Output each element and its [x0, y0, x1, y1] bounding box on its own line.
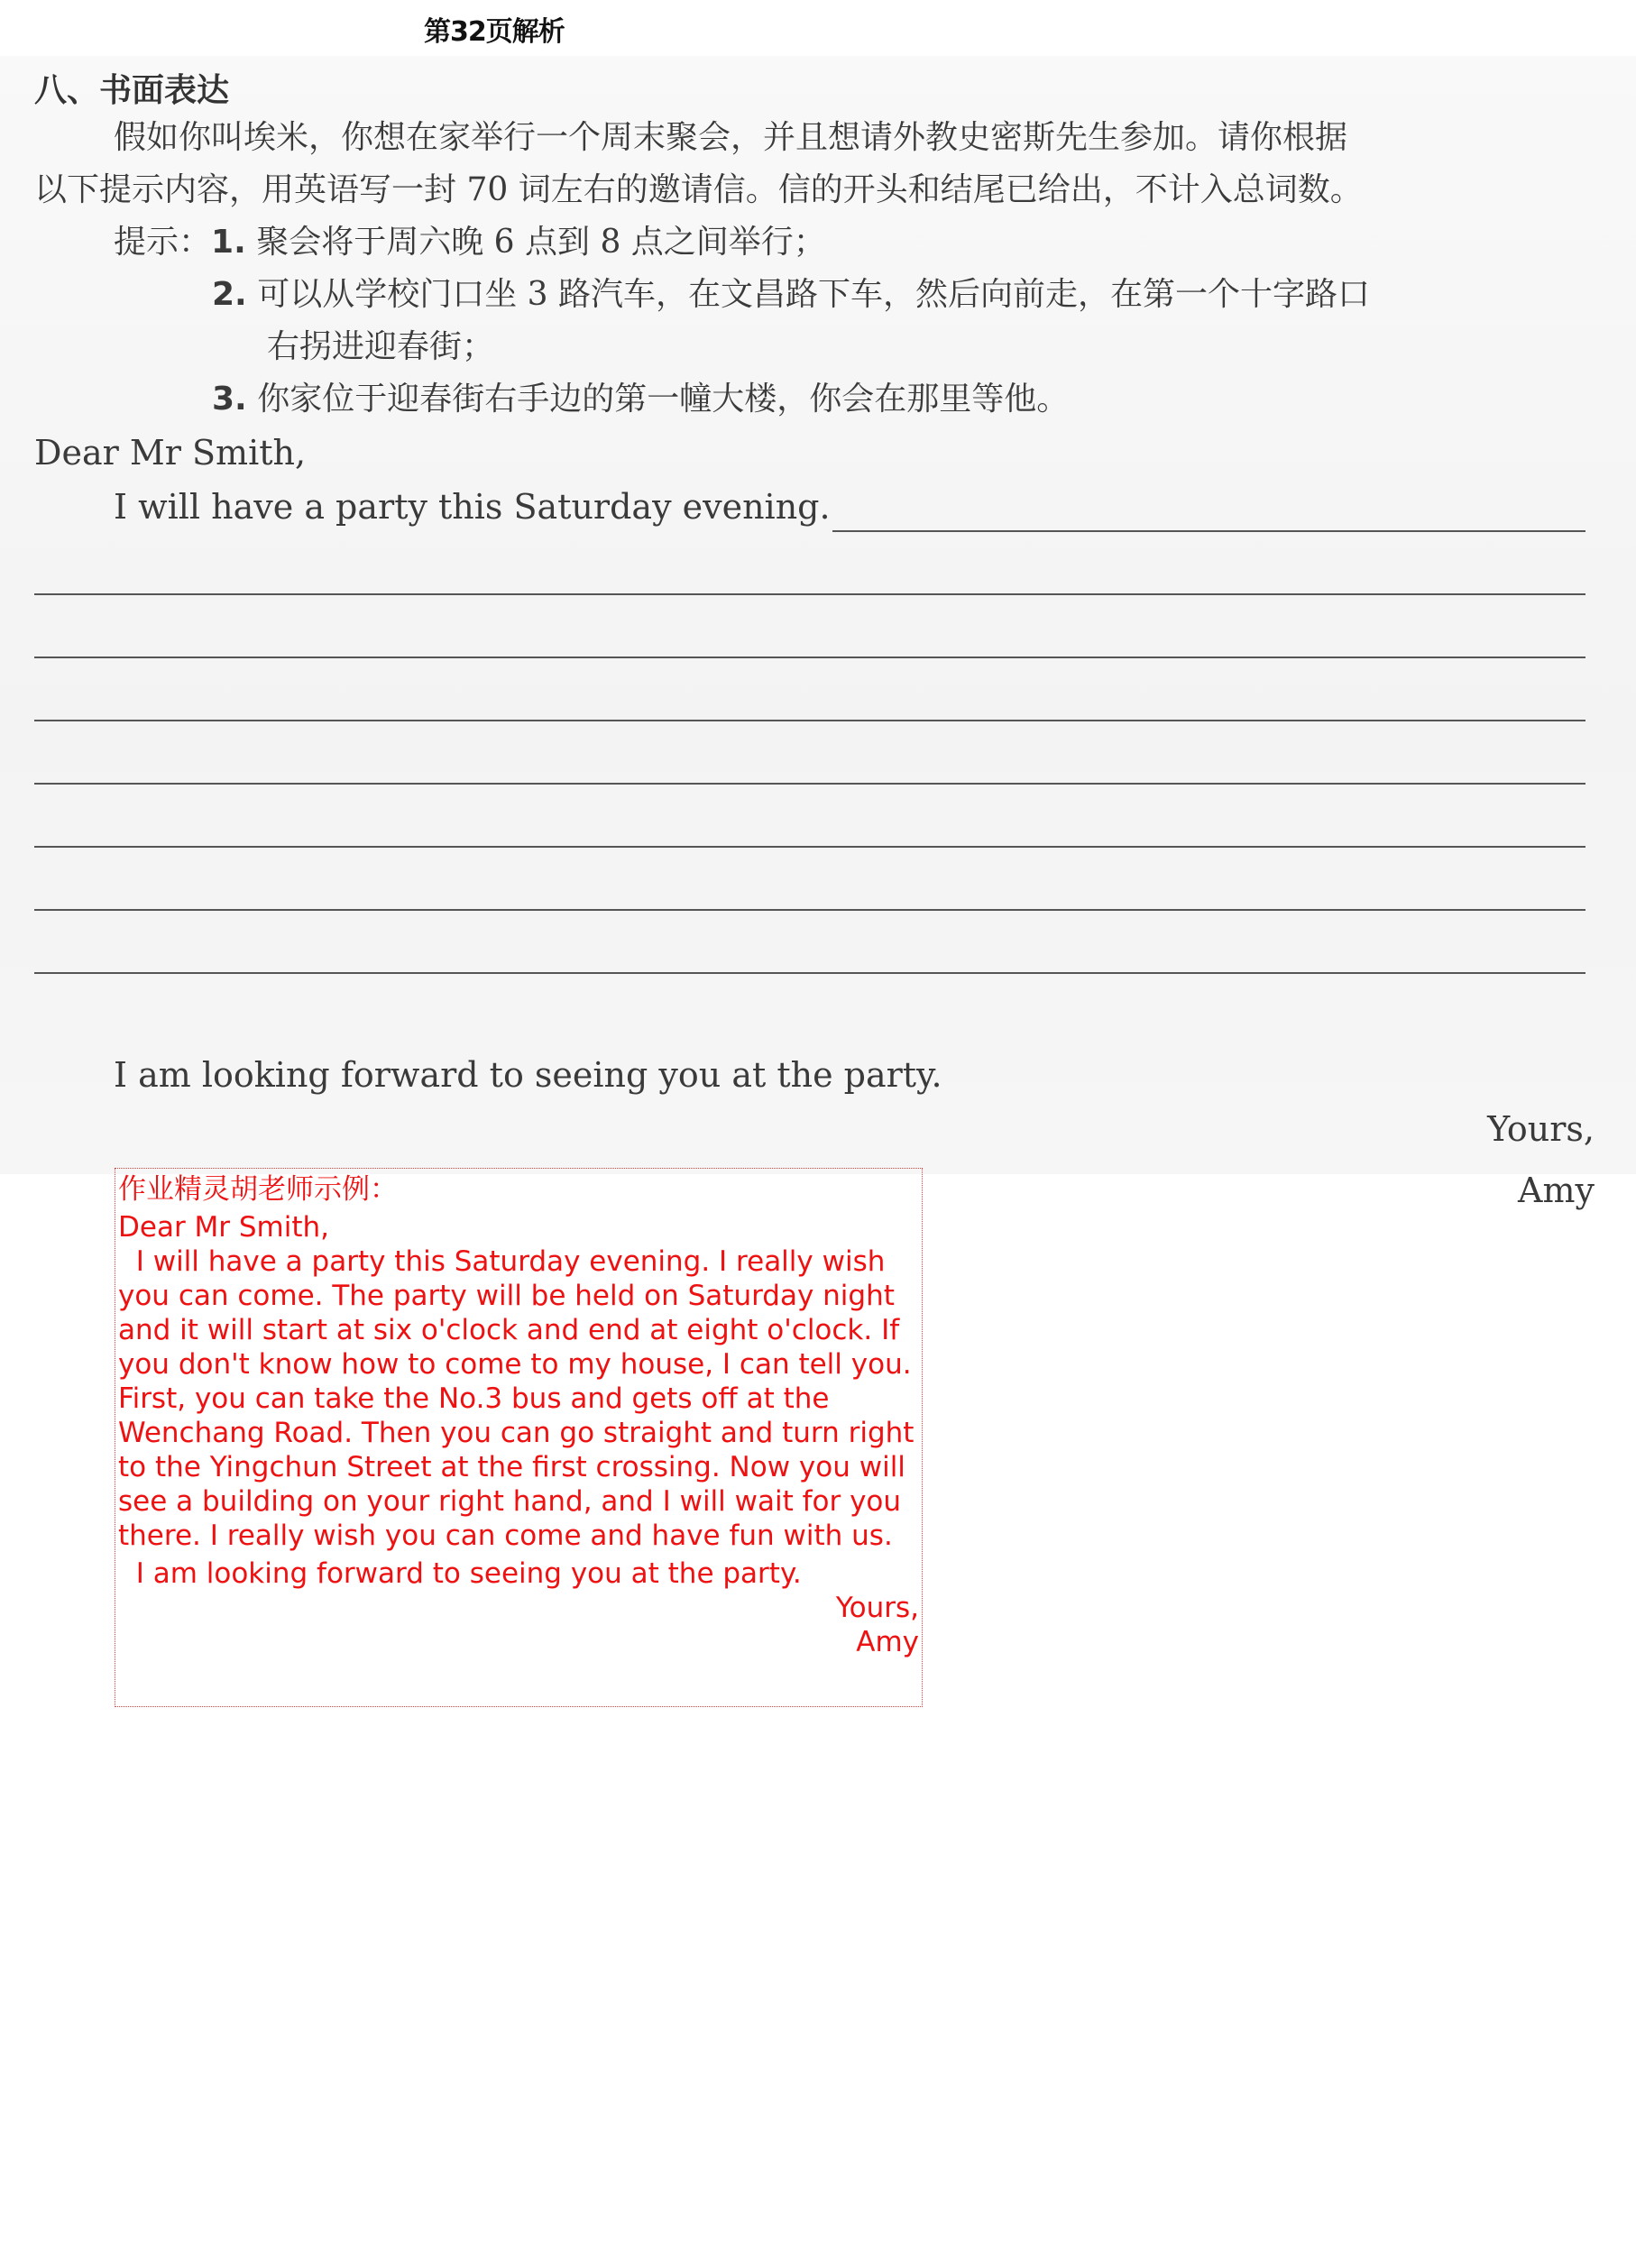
writing-prompt	[34, 112, 1595, 426]
letter-first-sentence: I will have a party this Saturday evening.	[114, 487, 831, 527]
answer-closing	[118, 1556, 919, 1591]
answer-body	[118, 1244, 919, 1553]
hint-item-2-continued	[34, 321, 1595, 373]
letter-greeting: Dear Mr Smith,	[34, 433, 307, 473]
writing-blank-line[interactable]	[34, 657, 1585, 658]
writing-blank-line[interactable]	[34, 783, 1585, 785]
hint-label: 提示：	[114, 224, 212, 261]
writing-blank-line[interactable]	[34, 909, 1585, 911]
answer-signature: Amy	[856, 1626, 919, 1658]
hint-text: 你家位于迎春街右手边的第一幢大楼，你会在那里等他。	[257, 381, 1070, 418]
hint-item-1	[34, 216, 1595, 269]
writing-blank-line[interactable]	[34, 972, 1585, 974]
section-title: 八、书面表达	[34, 72, 230, 109]
hint-text: 聚会将于周六晚 6 点到 8 点之间举行；	[256, 224, 826, 261]
answer-greeting: Dear Mr Smith,	[118, 1211, 330, 1244]
sample-answer-box	[115, 1168, 923, 1707]
hint-text: 可以从学校门口坐 3 路汽车，在文昌路下车，然后向前走，在第一个十字路口	[257, 276, 1370, 313]
instruction-line-1: 假如你叫埃米，你想在家举行一个周末聚会，并且想请外教史密斯先生参加。请你根据	[114, 119, 1348, 156]
hint-number: 3.	[212, 381, 247, 418]
letter-signature: Amy	[1518, 1171, 1595, 1210]
answer-closing-text: I am looking forward to seeing you at the party.	[135, 1557, 802, 1590]
page-header-title: 第32页解析	[424, 16, 565, 48]
writing-blank-line[interactable]	[34, 720, 1585, 721]
answer-body-text: I will have a party this Saturday evening. I really wish you can come. The party will be held on Saturday night and it will start at six o'clock and end at eight o'clock. If you don't know how to come to my house, I can tell you. First, you can take the No.3 bus and gets off at the Wenchang Road. Then you can go straight and turn right to the Yingchun Street at the first crossing. Now you will see a building on your right hand, and I will wait for you there. I really wish you can come and have fun with us.	[118, 1245, 915, 1552]
writing-blank-line[interactable]	[832, 530, 1585, 532]
hint-item-2	[34, 269, 1595, 321]
answer-signoff: Yours,	[835, 1592, 919, 1624]
hint-number: 1.	[211, 224, 246, 261]
writing-blank-line[interactable]	[34, 846, 1585, 848]
hint-item-3	[34, 373, 1595, 426]
letter-closing-sentence: I am looking forward to seeing you at the party.	[114, 1055, 942, 1095]
writing-blank-line[interactable]	[34, 593, 1585, 595]
answer-title: 作业精灵胡老师示例：	[118, 1173, 398, 1206]
instruction-line-2: 以下提示内容，用英语写一封 70 词左右的邀请信。信的开头和结尾已给出，不计入总词数。	[34, 171, 1363, 208]
hint-number: 2.	[212, 276, 247, 313]
letter-signoff: Yours,	[1487, 1109, 1595, 1149]
hint-text: 右拐进迎春街；	[267, 328, 495, 365]
